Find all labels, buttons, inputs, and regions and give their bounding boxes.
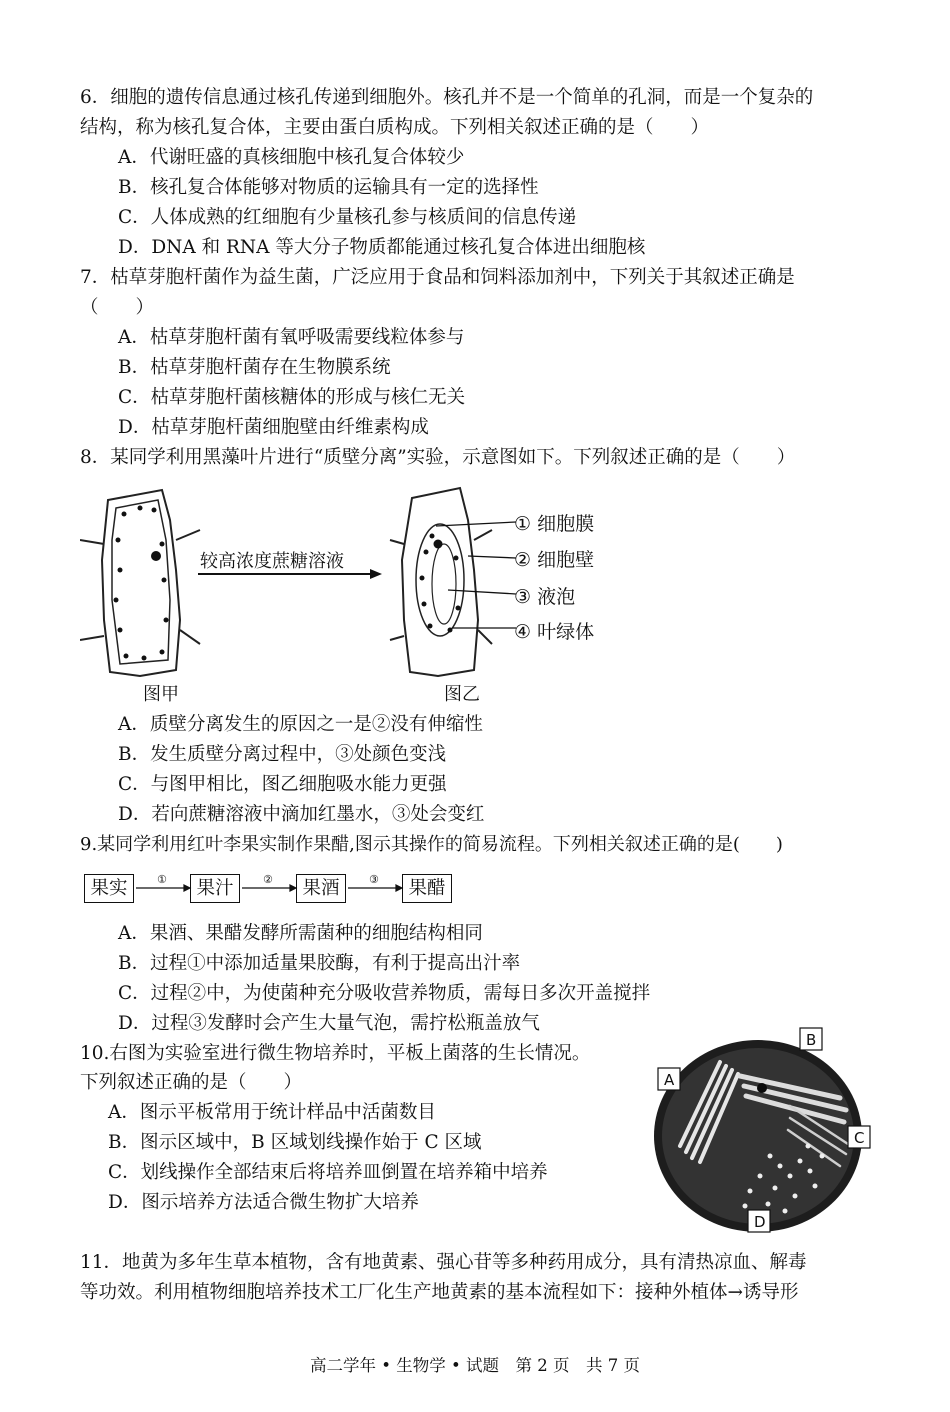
q9-option-c: C．过程②中，为使菌种充分吸收营养物质，需每日多次开盖搅拌 — [118, 983, 651, 1004]
q7-option-d: D．枯草芽胞杆菌细胞壁由纤维素构成 — [118, 417, 429, 438]
q7-stem-line2: （ ） — [80, 297, 155, 318]
q6-option-b: B．核孔复合体能够对物质的运输具有一定的选择性 — [118, 177, 539, 198]
q8-option-a: A．质壁分离发生的原因之一是②没有伸缩性 — [118, 714, 483, 735]
label-chloroplast: ④ 叶绿体 — [514, 621, 595, 643]
plate-label-d: D — [754, 1213, 766, 1231]
petri-dish-figure — [650, 1026, 875, 1236]
q10-option-b: B．图示区域中，B 区域划线操作始于 C 区域 — [108, 1132, 482, 1153]
flow-box-vinegar: 果醋 — [402, 874, 452, 903]
q10-option-a: A．图示平板常用于统计样品中活菌数目 — [108, 1102, 436, 1123]
q6-option-d: D．DNA 和 RNA 等大分子物质都能通过核孔复合体进出细胞核 — [118, 237, 646, 258]
arrow-label: 较高浓度蔗糖溶液 — [200, 551, 344, 572]
q6-option-c: C．人体成熟的红细胞有少量核孔参与核质间的信息传递 — [118, 207, 577, 228]
q8-option-c: C．与图甲相比，图乙细胞吸水能力更强 — [118, 774, 447, 795]
q10-stem-line2: 下列叙述正确的是（ ） — [80, 1072, 303, 1093]
cell-b-wall — [402, 488, 478, 676]
plate-label-c: C — [854, 1129, 865, 1147]
q8-option-b: B．发生质壁分离过程中，③处颜色变浅 — [118, 744, 447, 765]
q7-option-b: B．枯草芽胞杆菌存在生物膜系统 — [118, 357, 391, 378]
flow-step-2: ② — [263, 873, 273, 886]
q8-stem: 8．某同学利用黑藻叶片进行“质壁分离”实验，示意图如下。下列叙述正确的是（ ） — [80, 447, 796, 468]
label-vacuole: ③ 液泡 — [514, 586, 576, 608]
label-cell-wall: ② 细胞壁 — [514, 549, 595, 571]
q10-stem-line1: 10.右图为实验室进行微生物培养时，平板上菌落的生长情况。 — [80, 1043, 591, 1064]
q6-stem-line1: 6．细胞的遗传信息通过核孔传递到细胞外。核孔并不是一个简单的孔洞，而是一个复杂的 — [80, 87, 814, 108]
plate-label-b: B — [806, 1031, 817, 1049]
flow-box-juice: 果汁 — [190, 874, 240, 903]
q9-option-b: B．过程①中添加适量果胶酶，有利于提高出汁率 — [118, 953, 521, 974]
q9-option-a: A．果酒、果醋发酵所需菌种的细胞结构相同 — [118, 923, 483, 944]
q6-option-a: A．代谢旺盛的真核细胞中核孔复合体较少 — [118, 147, 465, 168]
label-cell-membrane: ① 细胞膜 — [514, 513, 595, 535]
q10-option-c: C．划线操作全部结束后将培养皿倒置在培养箱中培养 — [108, 1162, 548, 1183]
q8-option-d: D．若向蔗糖溶液中滴加红墨水，③处会变红 — [118, 804, 485, 825]
q9-option-d: D．过程③发酵时会产生大量气泡，需拧松瓶盖放气 — [118, 1013, 540, 1034]
q7-option-a: A．枯草芽胞杆菌有氧呼吸需要线粒体参与 — [118, 327, 465, 348]
q7-stem-line1: 7．枯草芽胞杆菌作为益生菌，广泛应用于食品和饲料添加剂中，下列关于其叙述正确是 — [80, 267, 795, 288]
flow-step-1: ① — [157, 873, 167, 886]
q6-stem-line2: 结构，称为核孔复合体，主要由蛋白质构成。下列相关叙述正确的是（ ） — [80, 117, 710, 138]
page-footer: 高二学年 • 生物学 • 试题 第 2 页 共 7 页 — [310, 1356, 640, 1375]
flow-box-fruit: 果实 — [84, 874, 134, 903]
q10-option-d: D．图示培养方法适合微生物扩大培养 — [108, 1192, 419, 1213]
flow-step-3: ③ — [369, 873, 379, 886]
flow-box-wine: 果酒 — [296, 874, 346, 903]
q7-option-c: C．枯草芽胞杆菌核糖体的形成与核仁无关 — [118, 387, 466, 408]
caption-figure-a: 图甲 — [143, 684, 179, 705]
plate-label-a: A — [664, 1071, 675, 1089]
q9-stem: 9.某同学利用红叶李果实制作果醋,图示其操作的简易流程。下列相关叙述正确的是( ) — [80, 834, 783, 855]
caption-figure-b: 图乙 — [444, 684, 480, 705]
q11-stem-line1: 11．地黄为多年生草本植物，含有地黄素、强心苷等多种药用成分，具有清热凉血、解毒 — [80, 1252, 807, 1273]
q11-stem-line2: 等功效。利用植物细胞培养技术工厂化生产地黄素的基本流程如下：接种外植体→诱导形 — [80, 1282, 799, 1303]
